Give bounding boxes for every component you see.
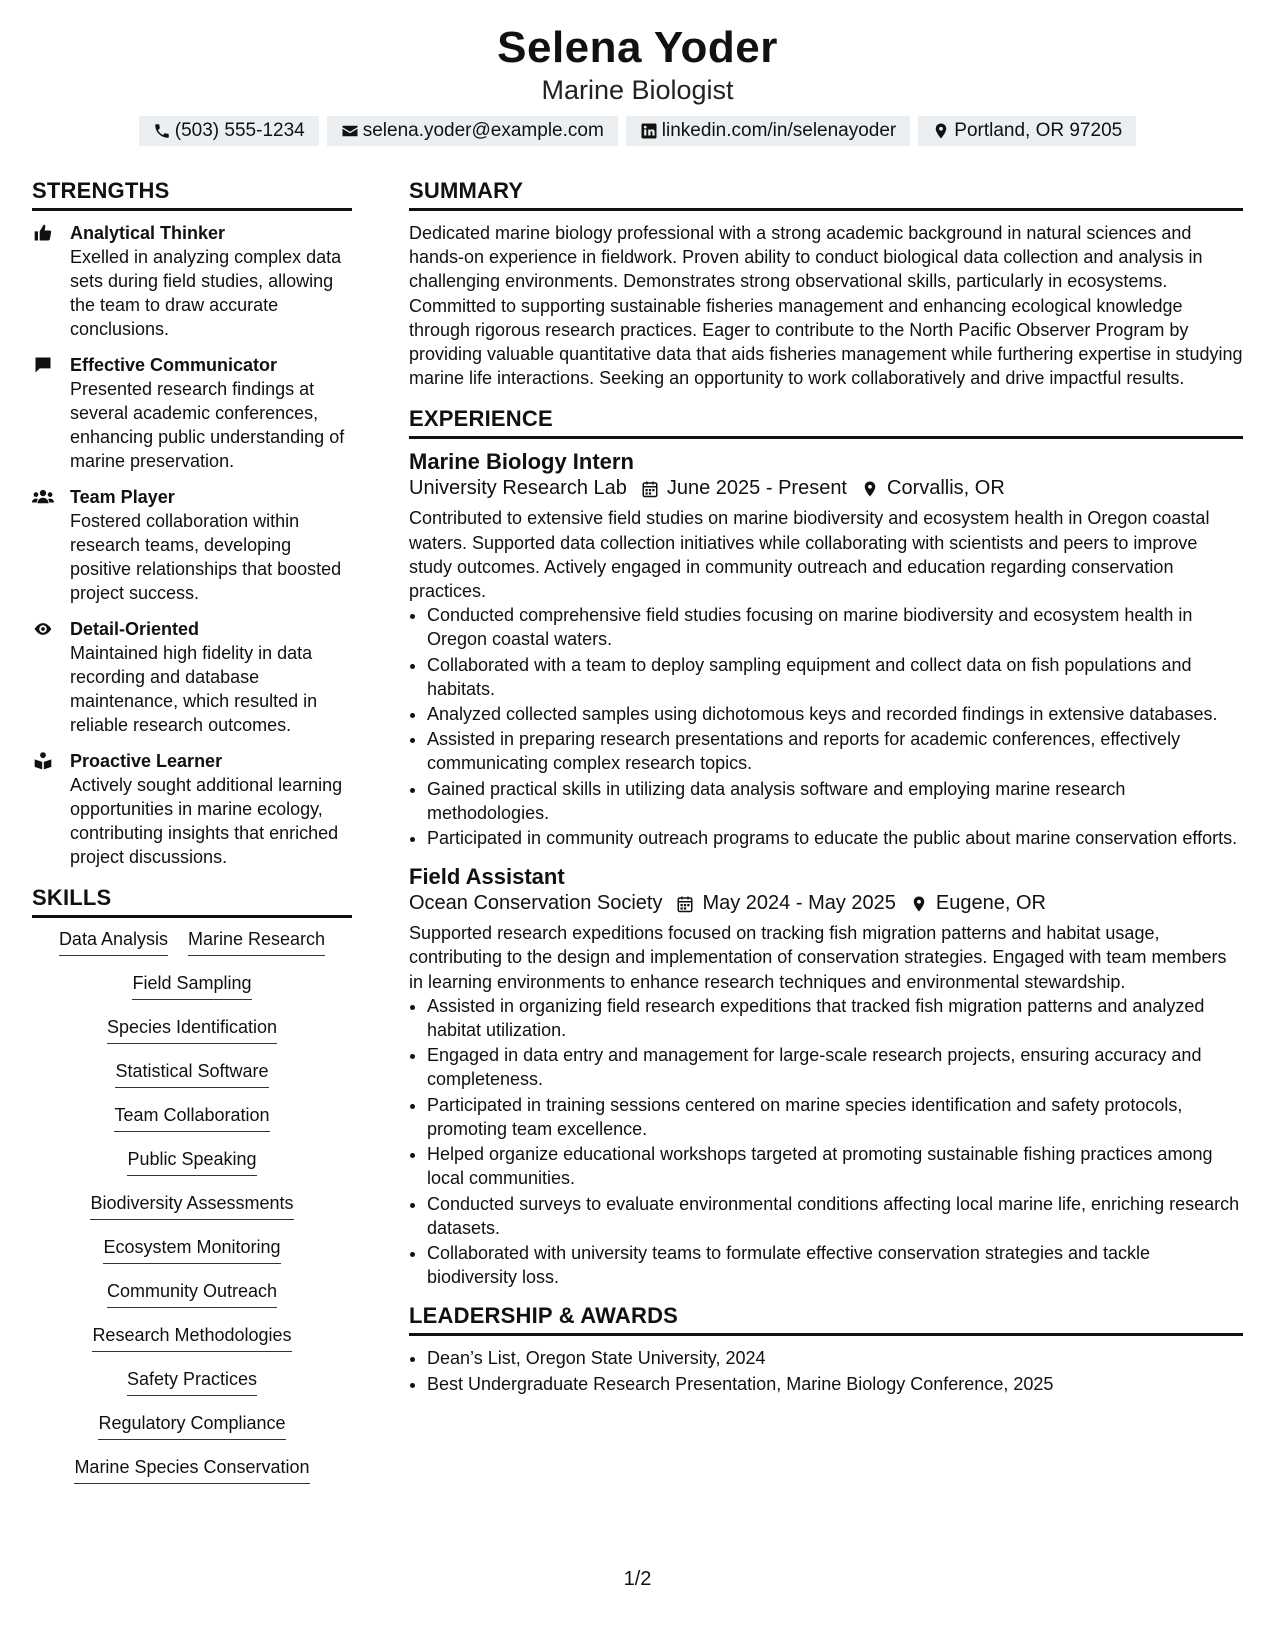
summary-heading: SUMMARY (409, 178, 1243, 211)
skill-tag: Ecosystem Monitoring (103, 1236, 280, 1264)
map-pin-icon (932, 122, 950, 140)
skills-list (32, 928, 352, 1484)
strength-item: Team Player Fostered collaboration within research teams, developing positive relationships that boosted project success. (32, 485, 352, 605)
phone-text: (503) 555-1234 (174, 120, 305, 141)
skill-tag: Safety Practices (127, 1368, 257, 1396)
speech-bubble-icon (32, 355, 54, 375)
list-item: • Gained practical skills in utilizing data analysis software and employing marine research methodologies. (427, 777, 1243, 825)
skill-tag: Public Speaking (127, 1148, 256, 1176)
map-pin-icon (910, 895, 928, 913)
skill-tag: Biodiversity Assessments (90, 1192, 293, 1220)
location-text: Portland, OR 97205 (954, 120, 1123, 141)
job-location: Eugene, OR (935, 892, 1046, 915)
skill-tag: Marine Research (188, 928, 325, 956)
strength-item: Effective Communicator Presented research findings at several academic conferences, enhancing public understanding of marine preservation. (32, 353, 352, 473)
skill-tag: Data Analysis (59, 928, 168, 956)
job-bullets (409, 994, 1243, 1289)
list-item: • Conducted surveys to evaluate environmental conditions affecting local marine life, enriching research datasets. (427, 1192, 1243, 1240)
job-location: Corvallis, OR (887, 477, 1005, 500)
linkedin-text: linkedin.com/in/selenayoder (661, 120, 897, 141)
skill-tag: Team Collaboration (114, 1104, 269, 1132)
job-dates: June 2025 - Present (666, 477, 847, 500)
skill-tag: Research Methodologies (92, 1324, 291, 1352)
job-entry (409, 864, 1243, 1289)
job-summary: Contributed to extensive field studies on marine biodiversity and ecosystem health in Oregon coastal waters. Supported data collection initiatives while collaborating with scientists and peers to improve study outcomes. Actively engaged in community outreach and education regarding conservation practices. (409, 508, 1210, 602)
page-number: 1/2 (623, 1568, 652, 1590)
strength-item: Proactive Learner Actively sought additional learning opportunities in marine ecology, contributing insights that enriched project discussions. (32, 749, 352, 869)
strengths-heading: STRENGTHS (32, 178, 352, 211)
contact-bar (0, 116, 1275, 146)
job-title: Marine Biology Intern (409, 449, 634, 475)
job-title: Field Assistant (409, 864, 565, 890)
list-item: • Collaborated with a team to deploy sampling equipment and collect data on fish populations and habitats. (427, 653, 1243, 701)
resume-header (0, 0, 1275, 146)
job-meta (409, 892, 1243, 915)
job-entry (409, 449, 1243, 850)
phone-icon (153, 122, 171, 140)
job-org: Ocean Conservation Society (409, 892, 663, 915)
candidate-title: Marine Biologist (541, 75, 734, 105)
contact-linkedin[interactable] (626, 116, 910, 146)
job-org: University Research Lab (409, 477, 627, 500)
envelope-icon (341, 122, 359, 140)
job-bullets (409, 603, 1243, 850)
job-meta (409, 477, 1243, 500)
awards-heading: LEADERSHIP & AWARDS (409, 1303, 1243, 1336)
list-item: • Conducted comprehensive field studies focusing on marine biodiversity and ecosystem health in Oregon coastal waters. (427, 603, 1243, 651)
map-pin-icon (861, 480, 879, 498)
eye-icon (32, 619, 54, 639)
users-icon (32, 487, 54, 507)
calendar-icon (676, 895, 694, 913)
list-item: • Engaged in data entry and management for large-scale research projects, ensuring accuracy and completeness. (427, 1043, 1243, 1091)
experience-heading: EXPERIENCE (409, 406, 1243, 439)
summary-text: Dedicated marine biology professional with a strong academic background in natural sciences and hands-on experience in fieldwork. Proven ability to conduct biological data collection and analysis in challenging environments. Demonstrates strong observational skills, particularly in ecosystems. Committed to supporting sustainable fisheries management and enhancing ecological knowledge through rigorous research practices. Eager to contribute to the North Pacific Observer Program by providing valuable quantitative data that aids fisheries management while furthering expertise in studying marine life interactions. Seeking an opportunity to work collaboratively and drive impactful results. (409, 223, 1243, 389)
contact-phone (139, 116, 319, 146)
skills-heading: SKILLS (32, 885, 352, 918)
list-item: • Dean’s List, Oregon State University, 2024 (427, 1346, 1243, 1370)
list-item: • Assisted in preparing research presentations and reports for academic conferences, effectively communicating complex research topics. (427, 727, 1243, 775)
linkedin-icon (640, 122, 658, 140)
list-item: • Helped organize educational workshops targeted at promoting sustainable fishing practices among local communities. (427, 1142, 1243, 1190)
job-summary: Supported research expeditions focused on tracking fish migration patterns and habitat usage, contributing to the design and implementation of conservation strategies. Engaged with team members in learning environments to enhance research techniques and environmental stewardship. (409, 923, 1227, 992)
book-reader-icon (32, 751, 54, 771)
skill-tag: Marine Species Conservation (74, 1456, 309, 1484)
contact-location (918, 116, 1136, 146)
list-item: • Assisted in organizing field research expeditions that tracked fish migration patterns and analyzed habitat utilization. (427, 994, 1243, 1042)
thumbs-up-icon (32, 223, 54, 243)
skill-tag: Community Outreach (107, 1280, 277, 1308)
awards-list (409, 1346, 1243, 1395)
job-dates: May 2024 - May 2025 (702, 892, 896, 915)
skill-tag: Statistical Software (115, 1060, 268, 1088)
left-column (32, 178, 352, 1500)
list-item: • Analyzed collected samples using dichotomous keys and recorded findings in extensive databases. (427, 702, 1243, 726)
calendar-icon (641, 480, 659, 498)
list-item: • Participated in community outreach programs to educate the public about marine conservation efforts. (427, 826, 1243, 850)
strengths-list (32, 221, 352, 869)
skill-tag: Field Sampling (132, 972, 251, 1000)
list-item: • Collaborated with university teams to formulate effective conservation strategies and tackle biodiversity loss. (427, 1241, 1243, 1289)
candidate-name: Selena Yoder (497, 23, 778, 72)
right-column (409, 178, 1243, 1500)
skill-tag: Regulatory Compliance (98, 1412, 285, 1440)
list-item: • Best Undergraduate Research Presentation, Marine Biology Conference, 2025 (427, 1372, 1243, 1396)
strength-item: Analytical Thinker Exelled in analyzing complex data sets during field studies, allowing the team to draw accurate conclusions. (32, 221, 352, 341)
contact-email[interactable] (327, 116, 618, 146)
email-text: selena.yoder@example.com (362, 120, 604, 141)
resume-body (32, 178, 1243, 1500)
list-item: • Participated in training sessions centered on marine species identification and safety protocols, promoting team excellence. (427, 1093, 1243, 1141)
skill-tag: Species Identification (107, 1016, 277, 1044)
strength-item: Detail-Oriented Maintained high fidelity in data recording and database maintenance, which resulted in reliable research outcomes. (32, 617, 352, 737)
